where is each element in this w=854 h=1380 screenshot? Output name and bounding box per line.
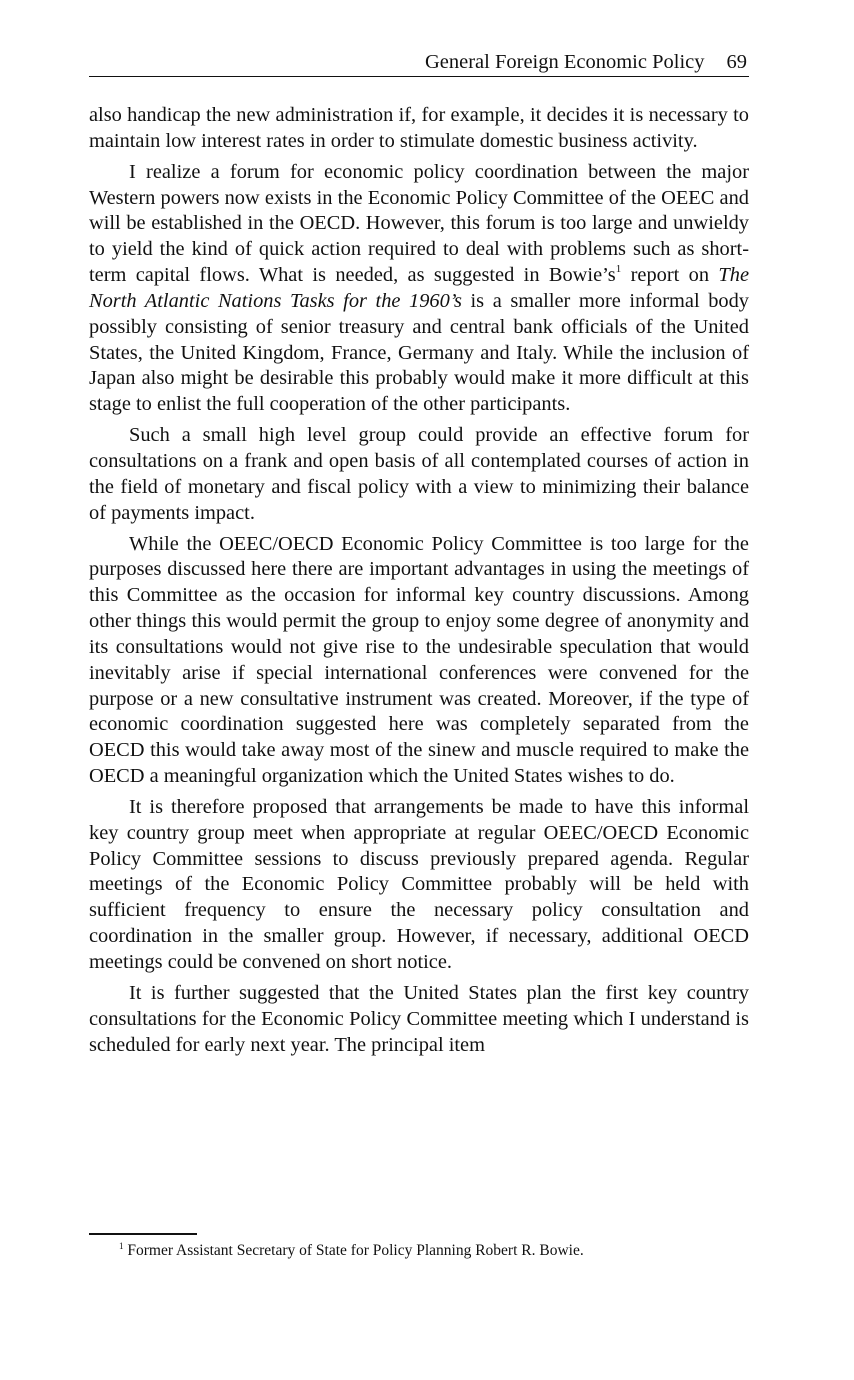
paragraph-1: also handicap the new administration if, for example, it decides it is necessary to maintain low interest rates in order to stimulate domestic business activity. (89, 104, 749, 152)
paragraph-6: It is further suggested that the United States plan the first key country consultations for the Economic Policy Committee meeting which I understand is scheduled for early next year. The principal item (89, 981, 749, 1056)
footnote-marker: 1 (119, 1241, 124, 1251)
paragraph-3: Such a small high level group could provide an effective forum for consultations on a frank and open basis of all contemplated courses of action in the field of monetary and fiscal policy with a view to minimizing their balance of payments impact. (89, 424, 749, 524)
page-number: 69 (726, 51, 747, 73)
footnote (119, 1240, 584, 1262)
paragraph-2 (89, 160, 749, 418)
paragraph-2-part-b: report on (621, 264, 719, 287)
running-head (89, 48, 749, 77)
paragraph-5: It is therefore proposed that arrangements be made to have this informal key country group meet when appropriate at regular OEEC/​OECD Economic Policy Committee sessions to discuss previously prepared agenda. Regular meetings of the Economic Policy Committee probably will be held with sufficient frequency to ensure the necessary policy consultation and coordination in the smaller group. However, if necessary, additional OECD meetings could be convened on short notice. (89, 795, 749, 973)
body-text (89, 103, 749, 1058)
page (89, 48, 749, 1063)
footnote-text: Former Assistant Secretary of State for Policy Planning Robert R. Bowie. (123, 1242, 584, 1259)
paragraph-4: While the OEEC/OECD Economic Policy Committee is too large for the purposes discussed here there are important advantages in using the meetings of this Committee as the occasion for informal key country discussions. Among other things this would permit the group to enjoy some degree of anonymity and its consultations would not give rise to the undesirable speculation that would inevitably arise if special international conferences were convened for the purpose or a new consultative instrument was created. Moreover, if the type of economic coordination suggested here was completely separated from the OECD this would take away most of the sinew and muscle required to make the OECD a meaningful organization which the United States wishes to do. (89, 532, 749, 788)
paragraph-2-part-c: is a smaller more informal body possibly consisting of senior treasury and central bank officials of the United States, the United Kingdom, France, Germany and Italy. While the inclusion of Japan also might be desirable this probably would make it more difficult at this stage to enlist the full cooperation of the other participants. (89, 289, 749, 416)
footnote-rule (89, 1233, 197, 1235)
running-head-title: General Foreign Economic Policy (424, 51, 705, 73)
footnote-reference[interactable]: 1 (615, 263, 622, 276)
report-title: The North Atlantic Nations Tasks for the 1960’s (89, 264, 749, 312)
paragraph-2-part-a: I realize a forum for economic policy coordination between the major Western powers now exists in the Economic Policy Committee of the OEEC and will be established in the OECD. However, this forum is too large and unwieldy to yield the kind of quick action required to deal with problems such as short-term capital flows. What is needed, as suggested in Bowie’s (89, 160, 749, 287)
